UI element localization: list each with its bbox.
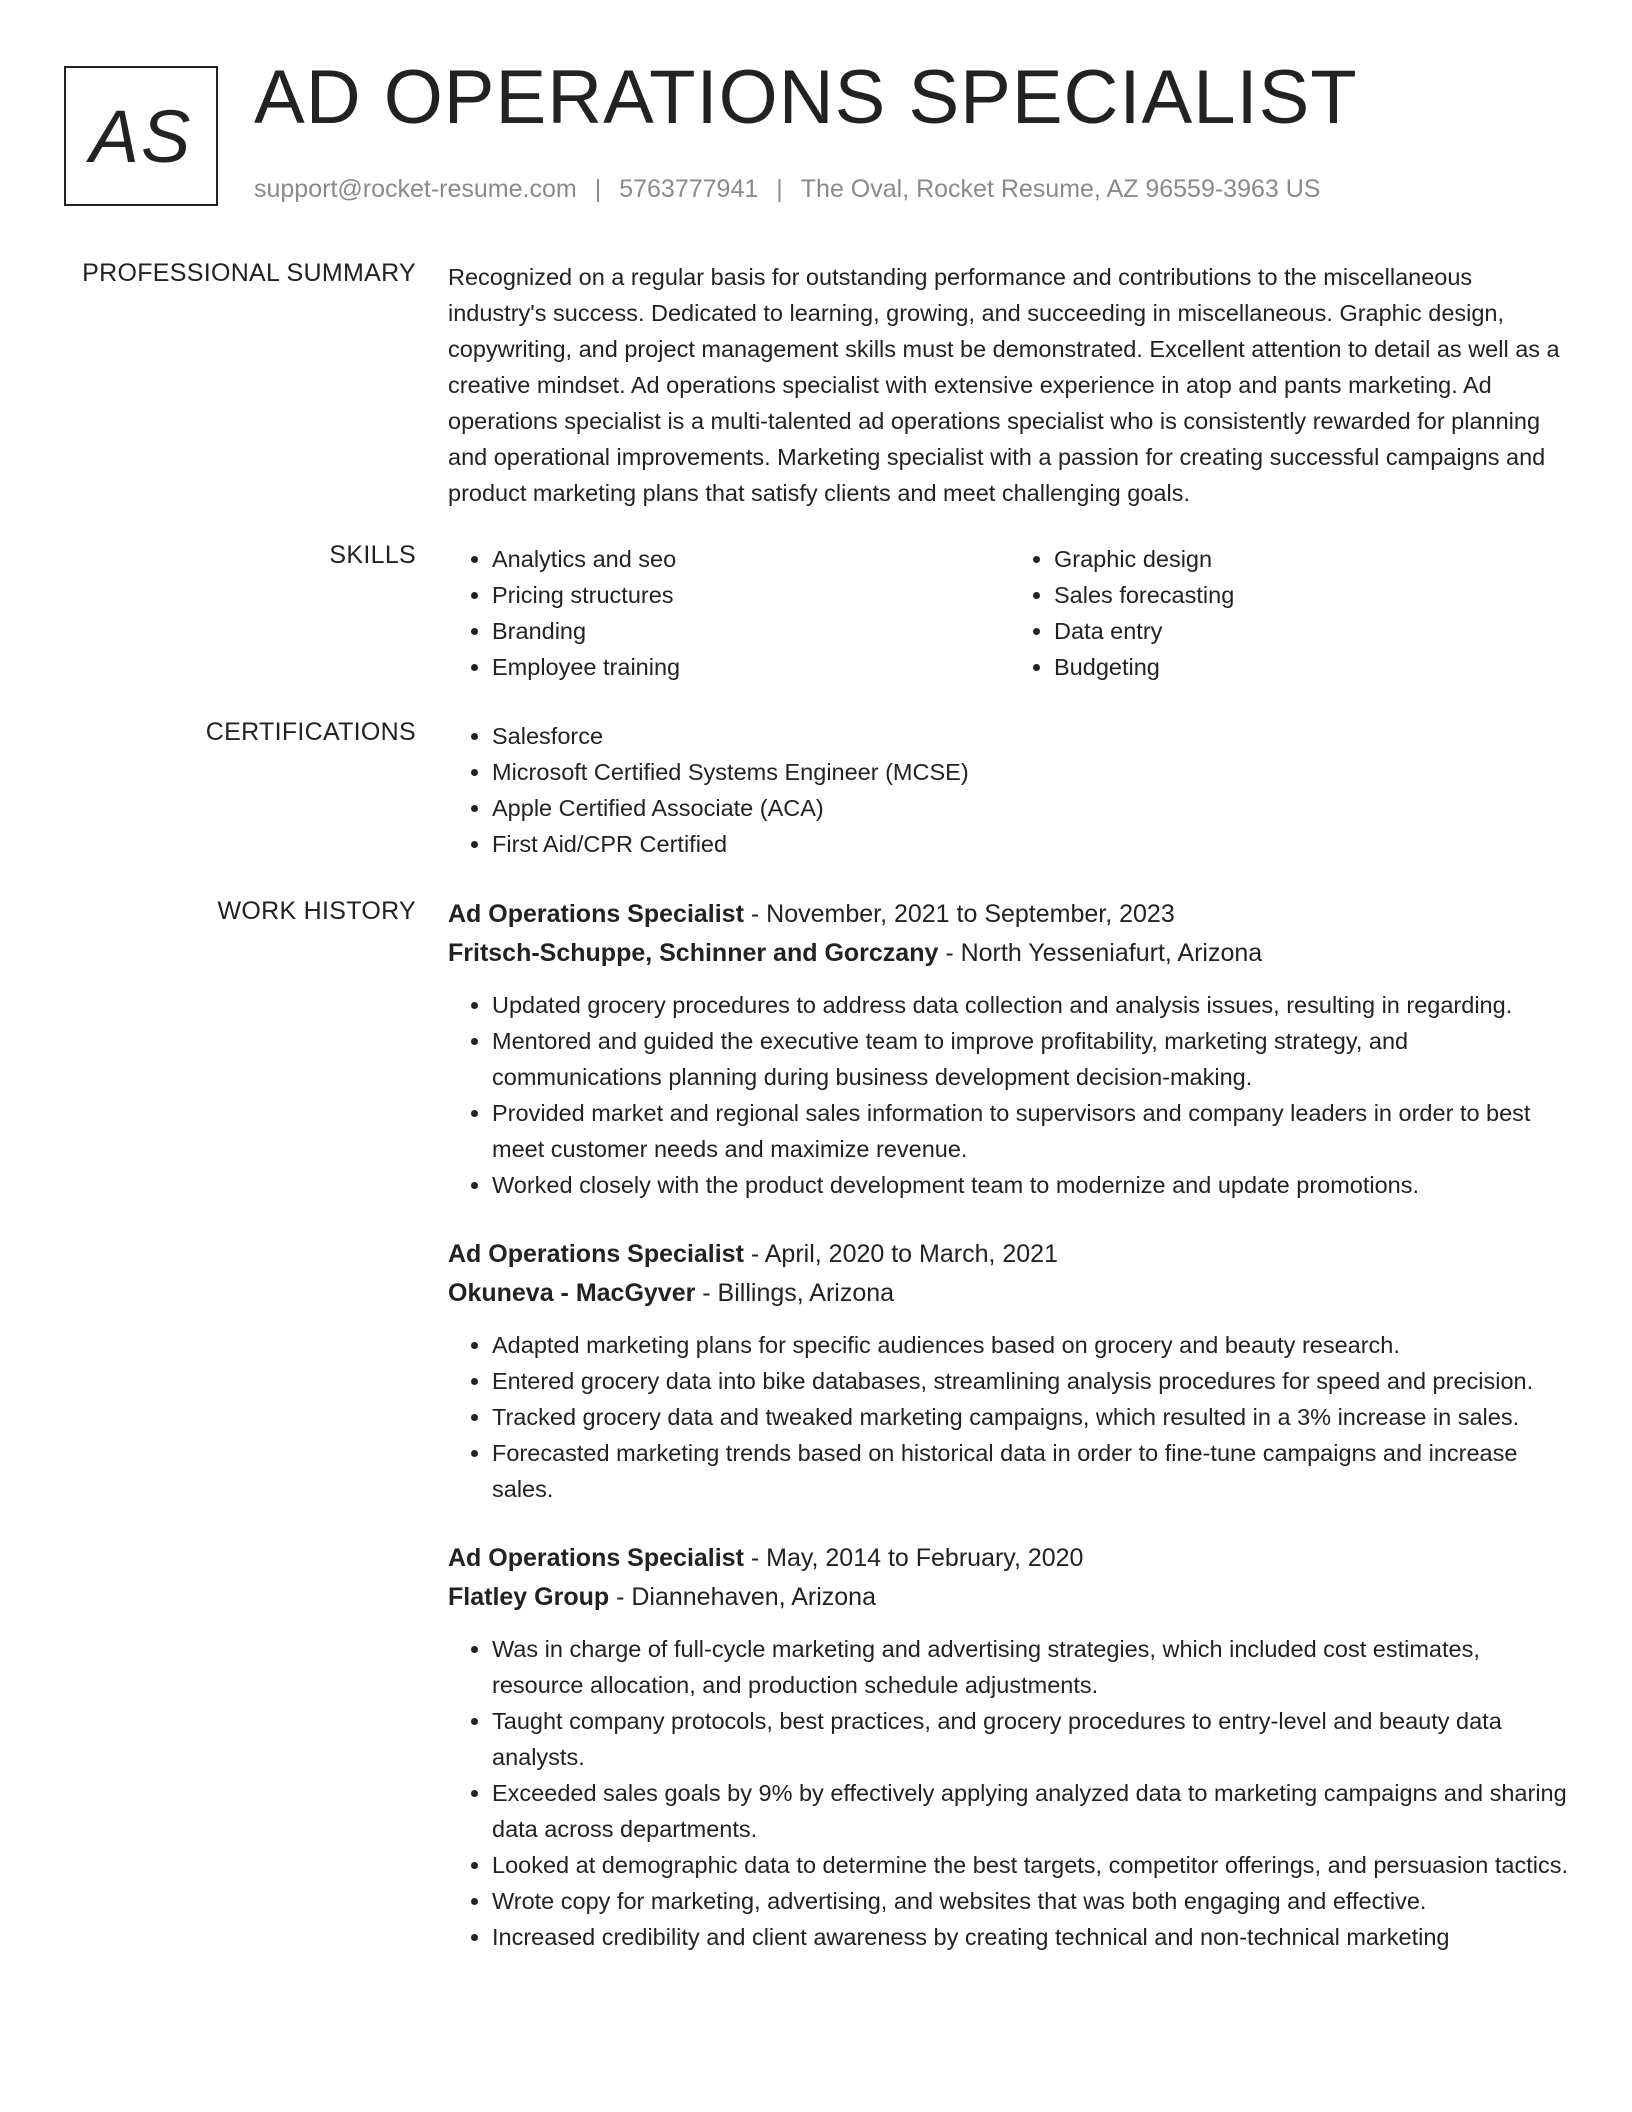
job-company-line bbox=[448, 1578, 1572, 1617]
skills-body bbox=[448, 541, 1572, 685]
job-title-line bbox=[448, 1539, 1572, 1578]
summary-label: PROFESSIONAL SUMMARY bbox=[82, 259, 416, 287]
job-dates: - November, 2021 to September, 2023 bbox=[743, 900, 1175, 928]
job-bullets bbox=[448, 1327, 1572, 1507]
job-company-line bbox=[448, 934, 1572, 973]
certification-item: • Microsoft Certified Systems Engineer (MCSE) bbox=[492, 754, 1572, 790]
job-entry bbox=[448, 895, 1572, 1203]
job-bullet: • Updated grocery procedures to address data collection and analysis issues, resulting in regarding. bbox=[492, 987, 1572, 1023]
job-title: Ad Operations Specialist bbox=[448, 900, 744, 928]
certification-item: • Salesforce bbox=[492, 718, 1572, 754]
job-bullets bbox=[448, 1631, 1572, 1955]
job-bullet: • Entered grocery data into bike databases, streamlining analysis procedures for speed and precision. bbox=[492, 1363, 1572, 1399]
certifications-label: CERTIFICATIONS bbox=[205, 718, 416, 746]
contact-address: The Oval, Rocket Resume, AZ 96559-3963 US bbox=[800, 175, 1321, 203]
skill-item: • Data entry bbox=[1054, 613, 1572, 649]
job-title-line bbox=[448, 895, 1572, 934]
skill-item: • Pricing structures bbox=[492, 577, 1010, 613]
job-title-line bbox=[448, 1235, 1572, 1274]
skills-list-left bbox=[448, 541, 1010, 685]
summary-line: industry's success. Dedicated to learning, growing, and succeeding in miscellaneous. Graphic design, bbox=[448, 300, 1505, 326]
certifications-list bbox=[448, 718, 1572, 862]
skills-list-right bbox=[1010, 541, 1572, 685]
monogram bbox=[64, 66, 218, 206]
certification-item: • Apple Certified Associate (ACA) bbox=[492, 790, 1572, 826]
job-bullet: • Increased credibility and client awareness by creating technical and non-technical marketing bbox=[492, 1919, 1572, 1955]
job-bullet: • Looked at demographic data to determine the best targets, competitor offerings, and persuasion tactics. bbox=[492, 1847, 1572, 1883]
job-title: Ad Operations Specialist bbox=[448, 1544, 744, 1572]
job-company: Flatley Group bbox=[448, 1583, 610, 1611]
certifications-body bbox=[448, 718, 1572, 862]
skill-item: • Sales forecasting bbox=[1054, 577, 1572, 613]
contact-line bbox=[254, 175, 1320, 204]
summary-line: rewarded for planning and operational improvements. Marketing specialist with a passion for creating bbox=[448, 408, 1541, 470]
page-title: AD OPERATIONS SPECIALIST bbox=[254, 55, 1358, 140]
job-bullet: • Taught company protocols, best practices, and grocery procedures to entry-level and beauty data analysts. bbox=[492, 1703, 1572, 1775]
job-bullet: • Provided market and regional sales information to supervisors and company leaders in order to best meet customer needs and maximize revenue. bbox=[492, 1095, 1572, 1167]
job-location: - North Yesseniafurt, Arizona bbox=[938, 939, 1263, 967]
summary-line: Recognized on a regular basis for outstanding performance and contributions to the miscellaneous bbox=[448, 264, 1473, 290]
monogram-initials: AS bbox=[89, 94, 193, 178]
summary-line: copywriting, and project management skills must be demonstrated. Excellent attention to detail as bbox=[448, 336, 1462, 362]
job-bullet: • Wrote copy for marketing, advertising, and websites that was both engaging and effective. bbox=[492, 1883, 1572, 1919]
job-dates: - April, 2020 to March, 2021 bbox=[743, 1240, 1058, 1268]
job-location: - Diannehaven, Arizona bbox=[609, 1583, 876, 1611]
job-company: Okuneva - MacGyver bbox=[448, 1279, 696, 1307]
job-entry bbox=[448, 1539, 1572, 1955]
work-body bbox=[448, 895, 1572, 1987]
skill-item: • Budgeting bbox=[1054, 649, 1572, 685]
summary-line: well as a creative mindset. Ad operations specialist with extensive experience in atop and pants bbox=[448, 336, 1560, 398]
summary-text bbox=[448, 259, 1572, 511]
contact-separator: | bbox=[594, 175, 602, 203]
summary-line: marketing. Ad operations specialist is a multi-talented ad operations specialist who is consistently bbox=[448, 372, 1492, 434]
summary-line: successful campaigns and product marketing plans that satisfy clients and meet challenging goals. bbox=[448, 444, 1546, 506]
job-bullets bbox=[448, 987, 1572, 1203]
skill-item: • Analytics and seo bbox=[492, 541, 1010, 577]
skill-item: • Graphic design bbox=[1054, 541, 1572, 577]
contact-separator: | bbox=[776, 175, 783, 203]
job-dates: - May, 2014 to February, 2020 bbox=[743, 1544, 1084, 1572]
job-bullet: • Worked closely with the product development team to modernize and update promotions. bbox=[492, 1167, 1572, 1203]
job-bullet: • Tracked grocery data and tweaked marketing campaigns, which resulted in a 3% increase in sales. bbox=[492, 1399, 1572, 1435]
skills-label: SKILLS bbox=[329, 541, 416, 569]
job-company-line bbox=[448, 1274, 1572, 1313]
job-title: Ad Operations Specialist bbox=[448, 1240, 744, 1268]
job-entry bbox=[448, 1235, 1572, 1507]
summary-body bbox=[448, 259, 1572, 511]
job-bullet: • Was in charge of full-cycle marketing and advertising strategies, which included cost estimates, resource allocation, and production schedule adjustments. bbox=[492, 1631, 1572, 1703]
job-bullet: • Forecasted marketing trends based on historical data in order to fine-tune campaigns and increase sales. bbox=[492, 1435, 1572, 1507]
certification-item: • First Aid/CPR Certified bbox=[492, 826, 1572, 862]
skill-item: • Branding bbox=[492, 613, 1010, 649]
job-bullet: • Mentored and guided the executive team to improve profitability, marketing strategy, and communications planning during business development decision-making. bbox=[492, 1023, 1572, 1095]
job-location: - Billings, Arizona bbox=[695, 1279, 895, 1307]
job-bullet: • Adapted marketing plans for specific audiences based on grocery and beauty research. bbox=[492, 1327, 1572, 1363]
work-label: WORK HISTORY bbox=[217, 897, 416, 925]
job-bullet: • Exceeded sales goals by 9% by effectively applying analyzed data to marketing campaigns and sharing data across departments. bbox=[492, 1775, 1572, 1847]
contact-email: support@rocket-resume.com bbox=[254, 175, 577, 203]
skill-item: • Employee training bbox=[492, 649, 1010, 685]
contact-phone: 5763777941 bbox=[619, 175, 759, 203]
job-company: Fritsch-Schuppe, Schinner and Gorczany bbox=[448, 939, 939, 967]
